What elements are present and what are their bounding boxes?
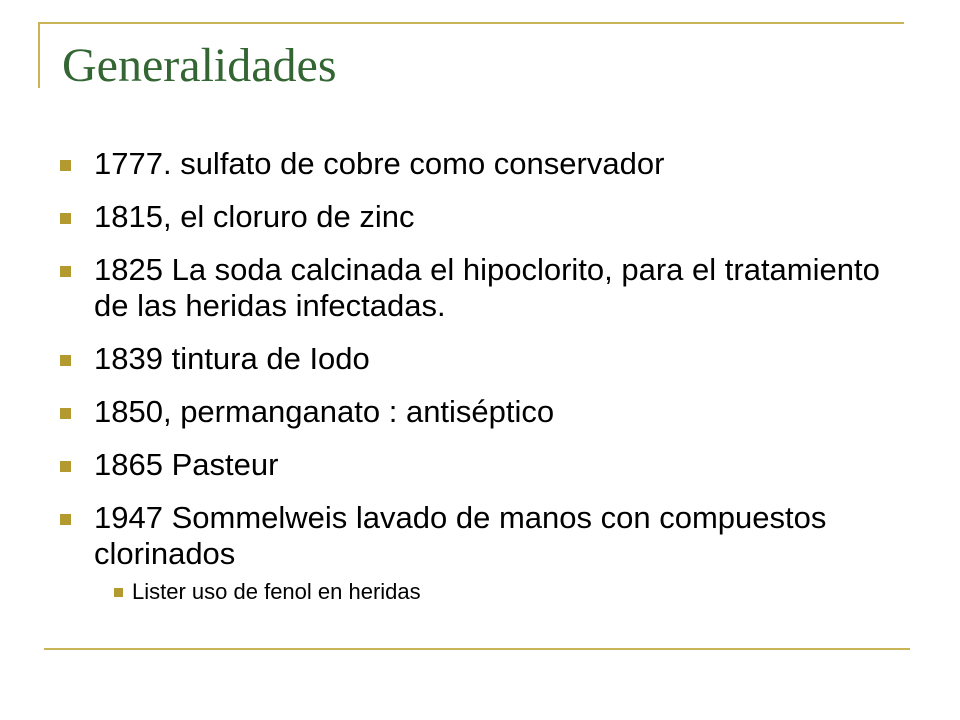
bullet-text: 1825 La soda calcinada el hipoclorito, para el tratamiento de las heridas infectadas. [94, 252, 880, 323]
bullet-item [56, 394, 906, 430]
bullet-text: 1947 Sommelweis lavado de manos con compuestos clorinados [94, 500, 827, 571]
bullet-item [56, 500, 906, 572]
bullet-item [56, 252, 906, 324]
frame-line-bottom [44, 648, 910, 650]
square-bullet-icon [60, 408, 71, 419]
small-square-bullet-icon [114, 588, 123, 597]
bullet-text: 1815, el cloruro de zinc [94, 199, 415, 234]
bullet-list [56, 146, 906, 606]
frame-line-left [38, 22, 40, 88]
square-bullet-icon [60, 213, 71, 224]
square-bullet-icon [60, 266, 71, 277]
frame-line-top [38, 22, 904, 24]
square-bullet-icon [60, 160, 71, 171]
bullet-text: 1850, permanganato : antiséptico [94, 394, 555, 429]
square-bullet-icon [60, 514, 71, 525]
bullet-item [56, 341, 906, 377]
bullet-item [56, 146, 906, 182]
square-bullet-icon [60, 355, 71, 366]
slide-title: Generalidades [62, 39, 337, 92]
square-bullet-icon [60, 461, 71, 472]
sub-bullet-text: Lister uso de fenol en heridas [132, 579, 421, 604]
sub-bullet-item [56, 578, 906, 606]
bullet-item [56, 199, 906, 235]
bullet-item [56, 447, 906, 483]
bullet-text: 1839 tintura de Iodo [94, 341, 370, 376]
bullet-text: 1865 Pasteur [94, 447, 279, 482]
bullet-text: 1777. sulfato de cobre como conservador [94, 146, 665, 181]
